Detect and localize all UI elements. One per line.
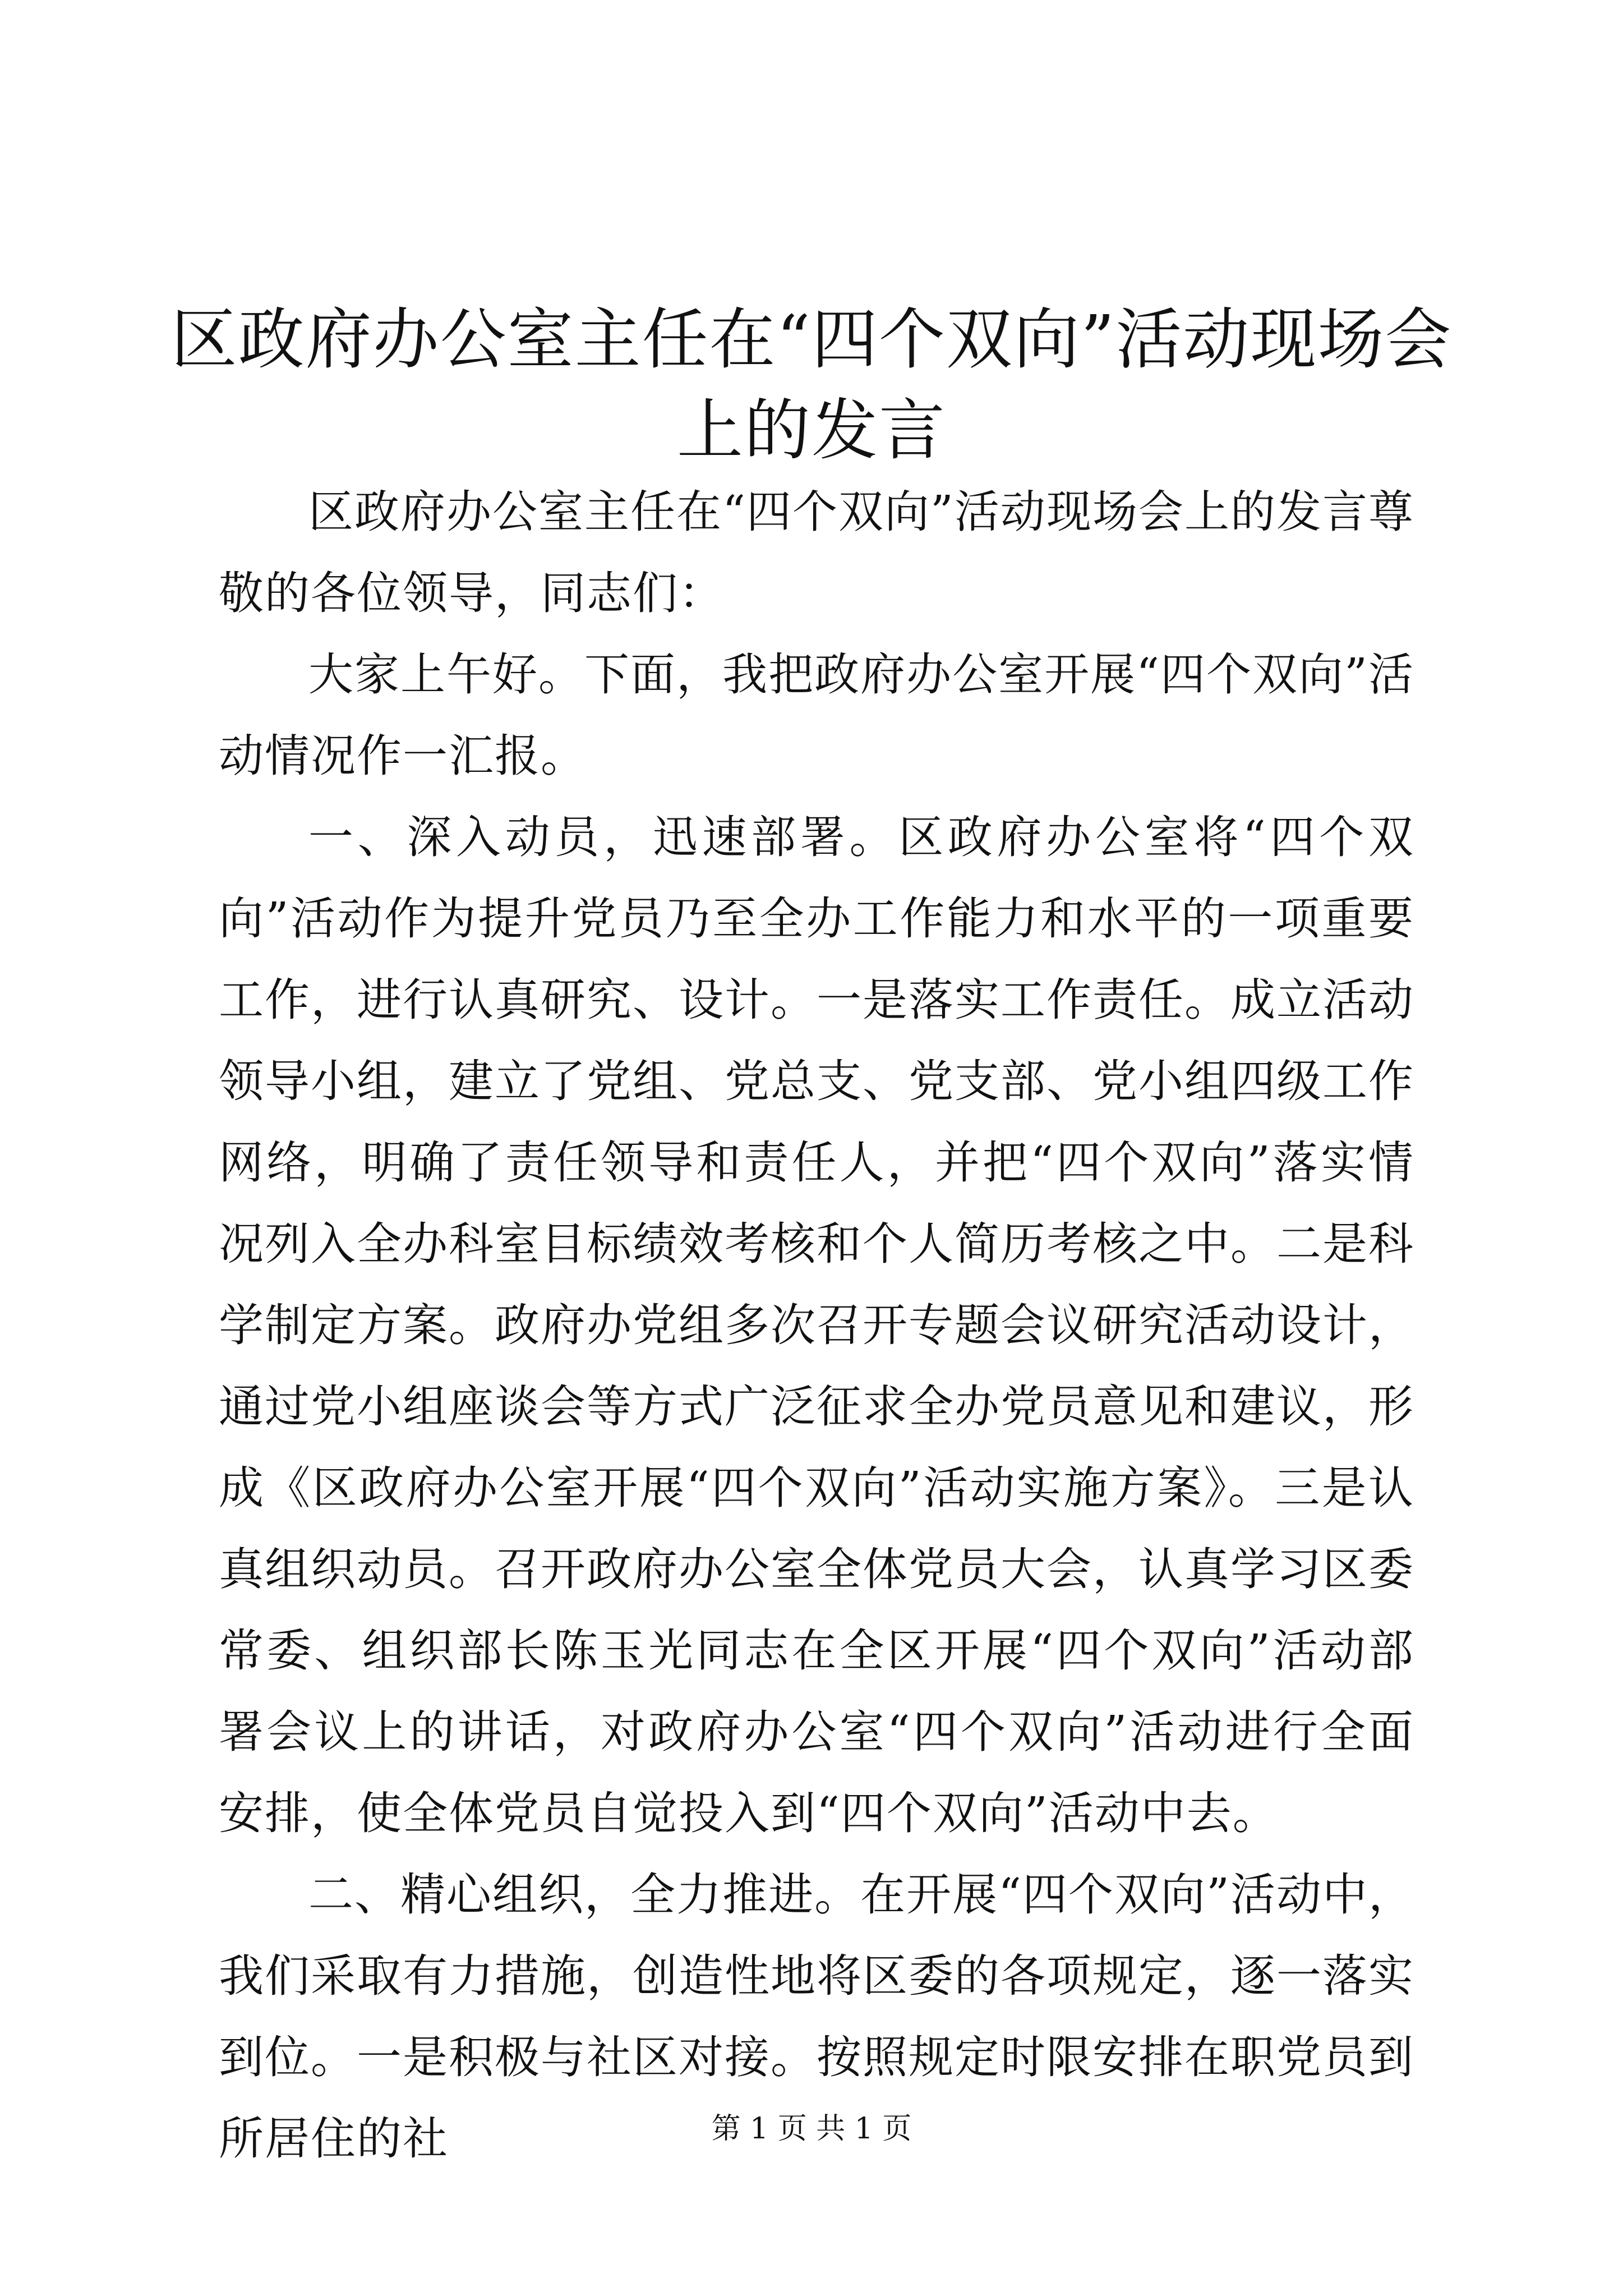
paragraph-section-two: 二、精心组织，全力推进。在开展“四个双向”活动中，我们采取有力措施，创造性地将区委的各项规定，逐一落实到位。一是积极与社区对接。按照规定时限安排在职党员到所居住的社 (219, 1869, 1414, 2165)
paragraph-section-one: 一、深入动员，迅速部署。区政府办公室将“四个双向”活动作为提升党员乃至全办工作能力和水平的一项重要工作，进行认真研究、设计。一是落实工作责任。成立活动领导小组，建立了党组、党总支、党支部、党小组四级工作网络，明确了责任领导和责任人，并把“四个双向”落实情况列入全办科室目标绩效考核和个人简历考核之中。二是科学制定方案。政府办党组多次召开专题会议研究活动设计，通过党小组座谈会等方式广泛征求全办党员意见和建议，形成《区政府办公室开展“四个双向”活动实施方案》。三是认真组织动员。召开政府办公室全体党员大会，认真学习区委常委、组织部长陈玉光同志在全区开展“四个双向”活动部署会议上的讲话，对政府办公室“四个双向”活动进行全面安排，使全体党员自觉投入到“四个双向”活动中去。 (219, 811, 1414, 1839)
document-body (219, 471, 1414, 2179)
page-footer: 第 1 页 共 1 页 (711, 2112, 912, 2146)
paragraph-intro: 大家上午好。下面，我把政府办公室开展“四个双向”活动情况作一汇报。 (219, 648, 1414, 782)
document-title: 区政府办公室主任在“四个双向”活动现场会上的发言 (170, 301, 1453, 470)
paragraph-greeting: 区政府办公室主任在“四个双向”活动现场会上的发言尊敬的各位领导，同志们： (219, 486, 1414, 619)
